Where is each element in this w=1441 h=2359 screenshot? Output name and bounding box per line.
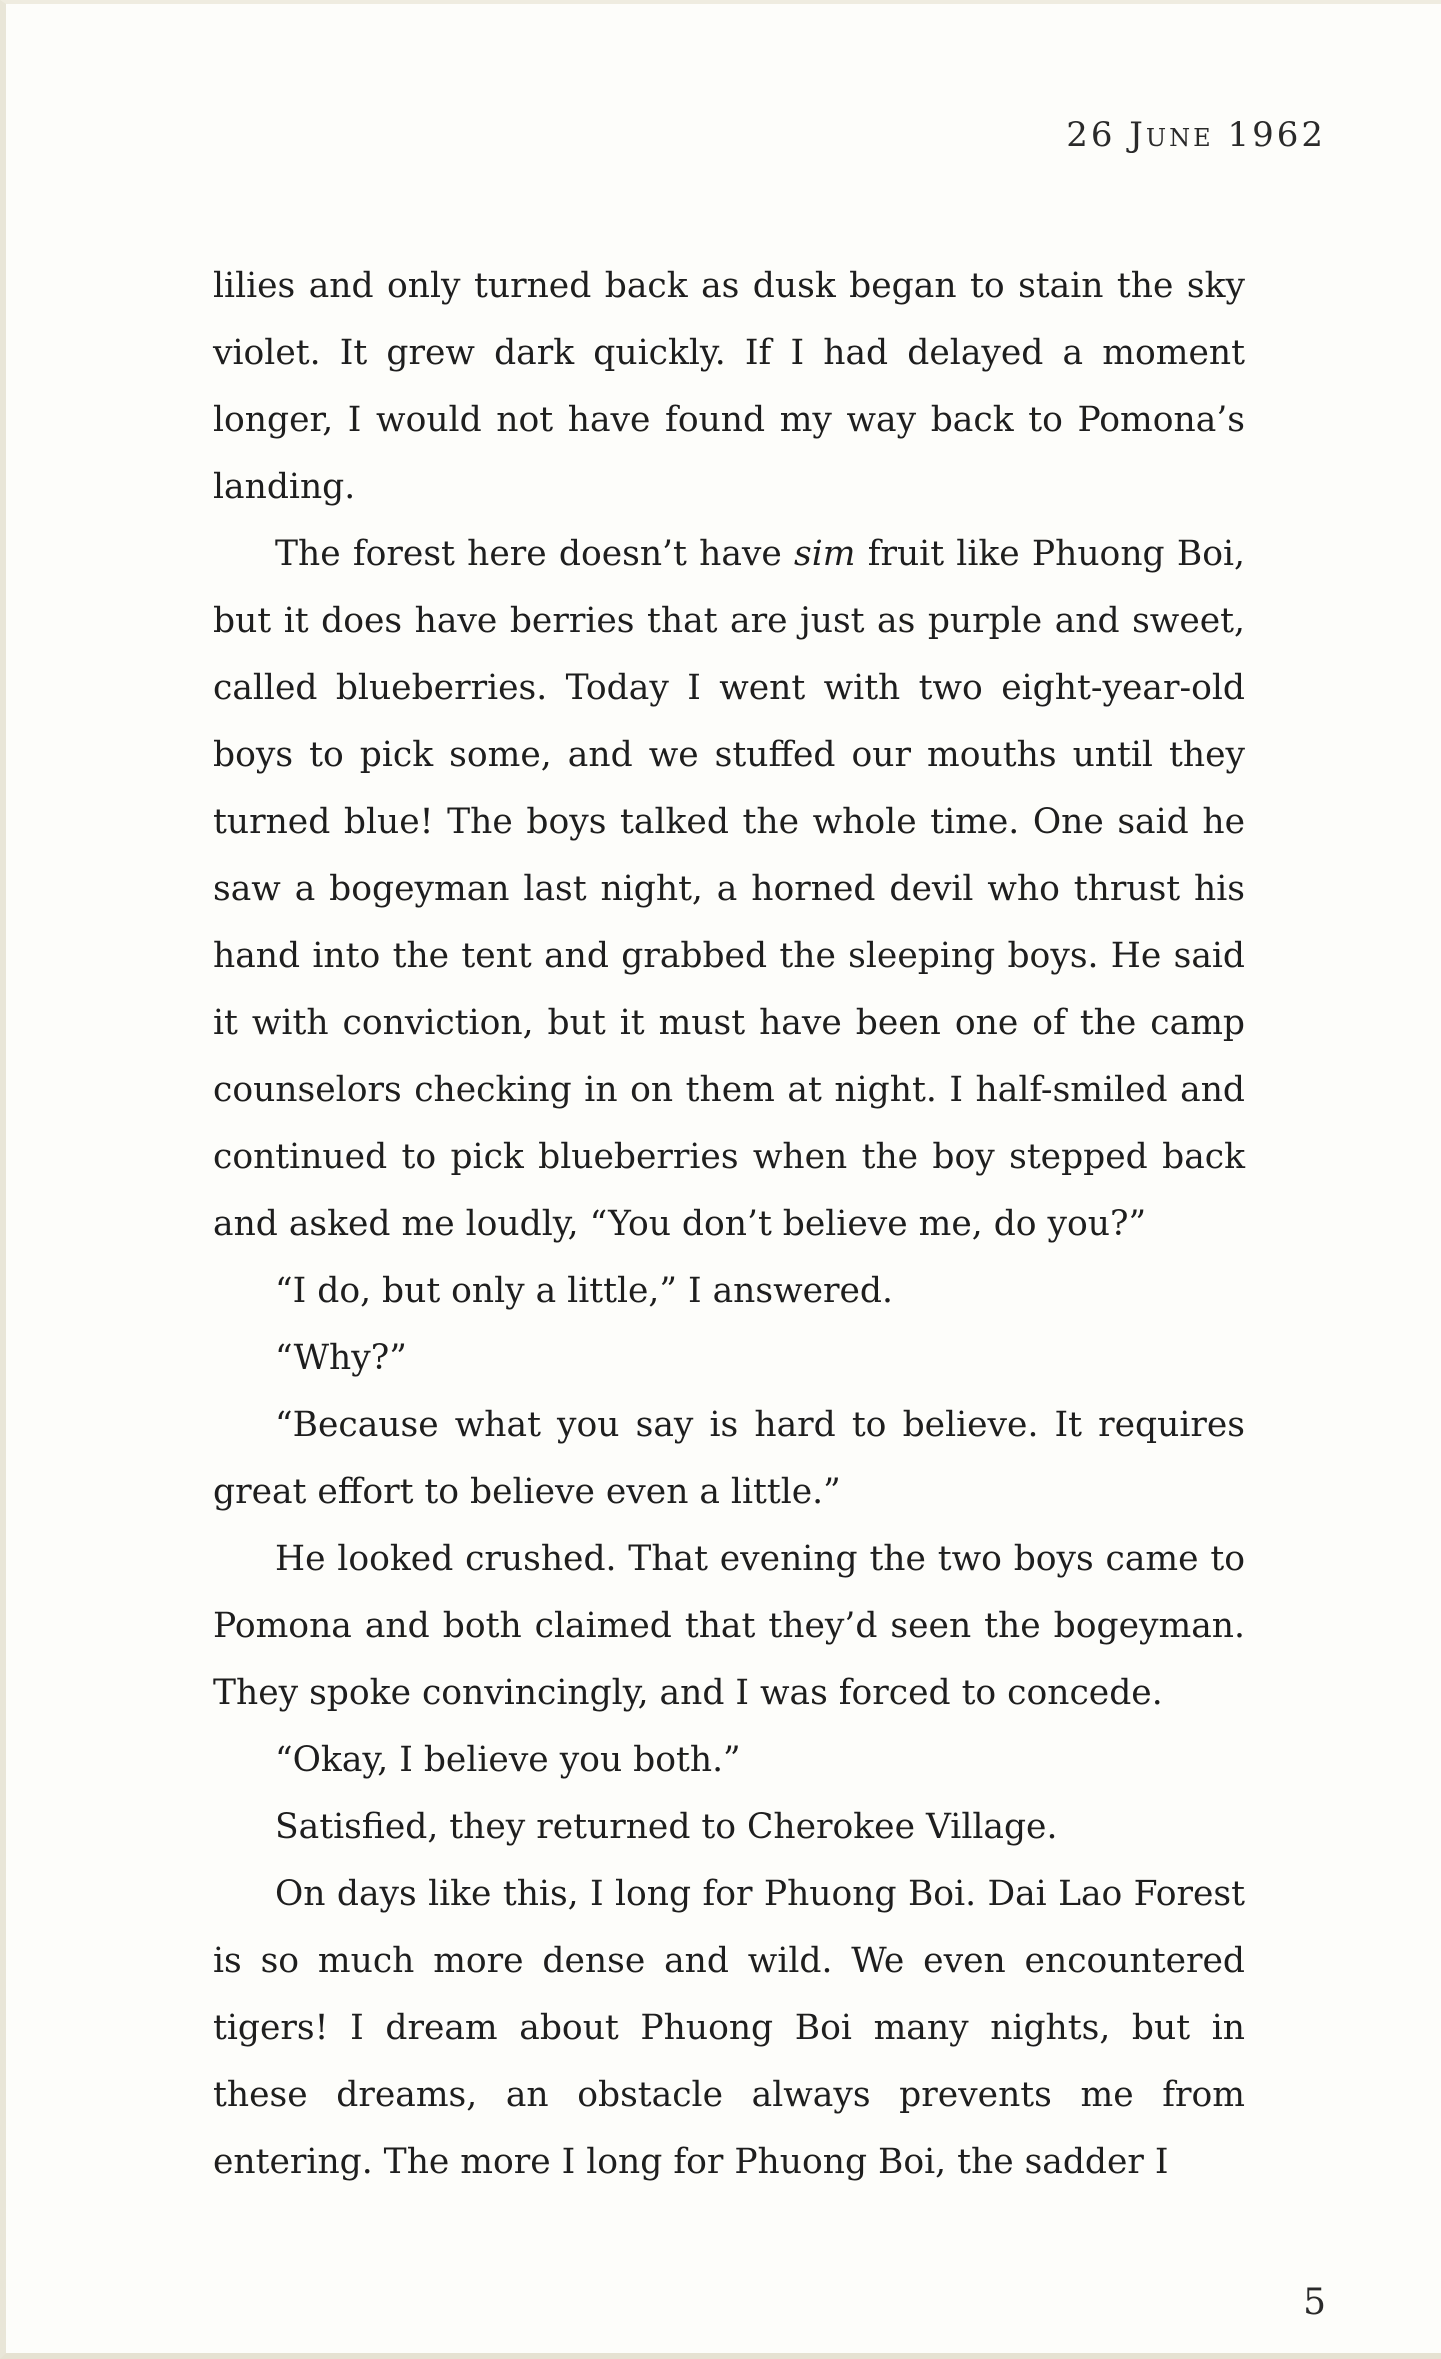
paragraph-5: “Because what you say is hard to believe. It requires great effort to believe even a little.” [213,1405,1245,1512]
paragraph-6: He looked crushed. That evening the two boys came to Pomona and both claimed that they’d seen the bogeyman. They spoke convincingly, and I was forced to concede. [213,1539,1245,1713]
paragraph-2-lead: The forest here doesn’t have [275,534,795,574]
paragraph-2-rest: fruit like Phuong Boi, but it does have berries that are just as purple and sweet, called blueberries. Today I went with two eight-year-old boys to pick some, and we stuffed our mouths until they turned blue! The boys talked the whole time. One said he saw a bogeyman last night, a horned devil who thrust his hand into the tent and grabbed the sleeping boys. He said it with conviction, but it must have been one of the camp counselors checking in on them at night. I half-smiled and continued to pick blueberries when the boy stepped back and asked me loudly, “You don’t believe me, do you?” [213,534,1245,1244]
paragraph-2 [213,521,1245,1258]
paragraph-9: On days like this, I long for Phuong Boi. Dai Lao Forest is so much more dense and wild. We even encountered tigers! I dream about Phuong Boi many nights, but in these dreams, an obstacle always prevents me from entering. The more I long for Phuong Boi, the sadder I [213,1874,1245,2182]
body-text [213,253,1245,2196]
emphasis-sim: sim [794,534,856,574]
paragraph-8: Satisfied, they returned to Cherokee Village. [275,1807,1058,1847]
paragraph-4: “Why?” [275,1338,407,1378]
running-head: 26 June 1962 [1066,115,1326,155]
paragraph-3: “I do, but only a little,” I answered. [275,1271,893,1311]
paragraph-1: lilies and only turned back as dusk began to stain the sky violet. It grew dark quickly. If I had delayed a moment longer, I would not have found my way back to Pomona’s landing. [213,266,1245,507]
paragraph-7: “Okay, I believe you both.” [275,1740,741,1780]
page-number: 5 [1303,2282,1326,2323]
